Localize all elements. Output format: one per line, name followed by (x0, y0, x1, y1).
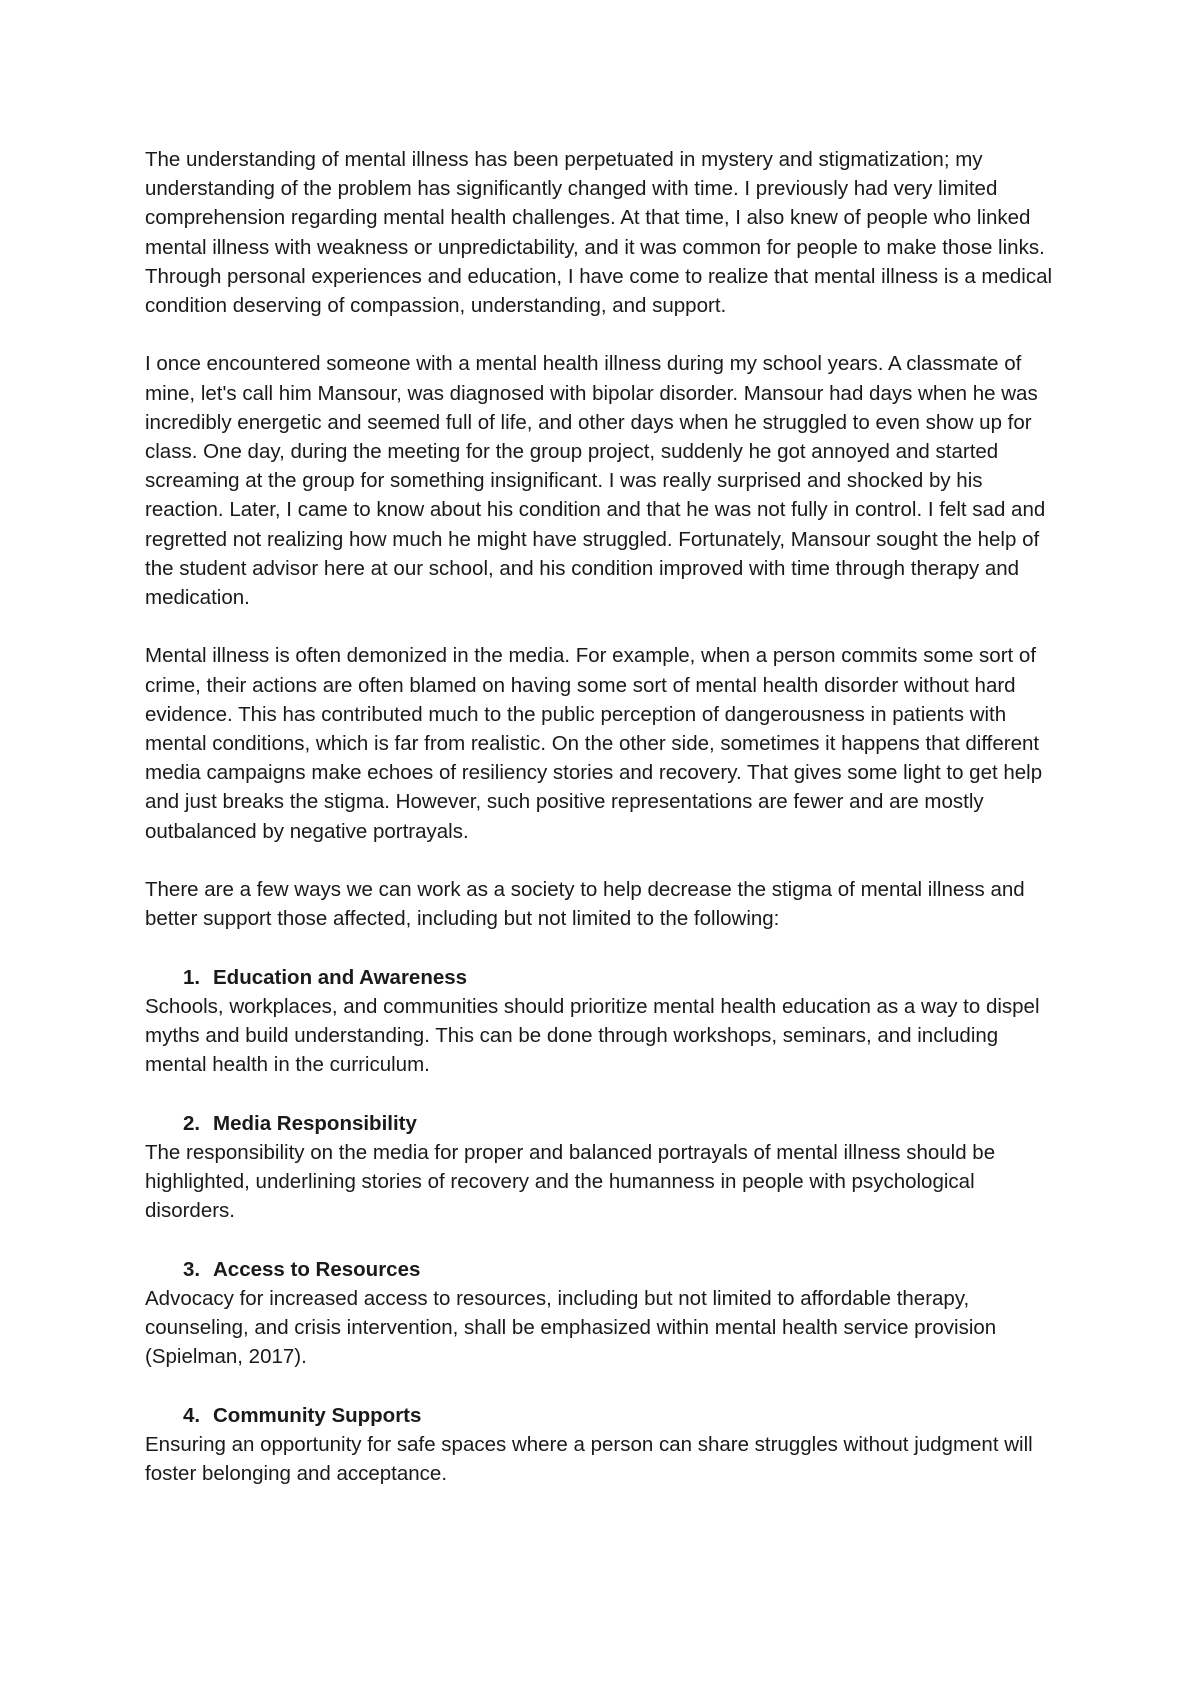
list-item-community (145, 1401, 1065, 1489)
list-item-number: 3. (183, 1257, 201, 1281)
list-item-heading (145, 1255, 1065, 1284)
list-item-number: 1. (183, 965, 201, 989)
paragraph-media-portrayal: Mental illness is often demonized in the media. For example, when a person commits some sort of crime, their actions are often blamed on having some sort of mental health disorder without hard evidence. This has contributed much to the public perception of dangerousness in patients with mental conditions, which is far from realistic. On the other side, sometimes it happens that different media campaigns make echoes of resiliency stories and recovery. That gives some light to get help and just breaks the stigma. However, such positive representations are fewer and are mostly outbalanced by negative portrayals. (145, 644, 1043, 843)
list-item-title: Media Responsibility (213, 1111, 417, 1135)
list-item-heading (145, 963, 1065, 992)
list-item-heading (145, 1109, 1065, 1138)
paragraph-personal-experience: I once encountered someone with a mental health illness during my school years. A classmate of mine, let's call him Mansour, was diagnosed with bipolar disorder. Mansour had days when he was incredibly energetic and seemed full of life, and other days when he struggled to even show up for class. One day, during the meeting for the group project, suddenly he got annoyed and started screaming at the group for something insignificant. I was really surprised and shocked by his reaction. Later, I came to know about his condition and that he was not fully in control. I felt sad and regretted not realizing how much he might have struggled. Fortunately, Mansour sought the help of the student advisor here at our school, and his condition improved with time through therapy and medication. (145, 352, 1046, 610)
list-item-media (145, 1109, 1065, 1226)
list-item-title: Access to Resources (213, 1257, 421, 1281)
paragraph-society-intro: There are a few ways we can work as a society to help decrease the stigma of mental illness and better support those affected, including but not limited to the following: (145, 878, 1025, 931)
list-item-body: Advocacy for increased access to resources, including but not limited to affordable therapy, counseling, and crisis intervention, shall be emphasized within mental health service provision (Spielman, 2017). (145, 1286, 997, 1369)
list-item-number: 2. (183, 1111, 201, 1135)
paragraph-understanding: The understanding of mental illness has been perpetuated in mystery and stigmatization; my understanding of the problem has significantly changed with time. I previously had very limited comprehension regarding mental health challenges. At that time, I also knew of people who linked mental illness with weakness or unpredictability, and it was common for people to make those links. Through personal experiences and education, I have come to realize that mental illness is a medical condition deserving of compassion, understanding, and support. (145, 148, 1053, 318)
list-item-body: Schools, workplaces, and communities should prioritize mental health education as a way to dispel myths and build understanding. This can be done through workshops, seminars, and including mental health in the curriculum. (145, 994, 1040, 1077)
list-item-education (145, 963, 1065, 1080)
list-item-heading (145, 1401, 1065, 1430)
document-body (145, 145, 1065, 1517)
list-item-title: Education and Awareness (213, 965, 468, 989)
list-item-title: Community Supports (213, 1403, 422, 1427)
list-item-body: Ensuring an opportunity for safe spaces where a person can share struggles without judgment will foster belonging and acceptance. (145, 1432, 1033, 1486)
list-item-resources (145, 1255, 1065, 1372)
list-item-body: The responsibility on the media for proper and balanced portrayals of mental illness should be highlighted, underlining stories of recovery and the humanness in people with psychological disorders. (145, 1140, 996, 1223)
list-item-number: 4. (183, 1403, 201, 1427)
